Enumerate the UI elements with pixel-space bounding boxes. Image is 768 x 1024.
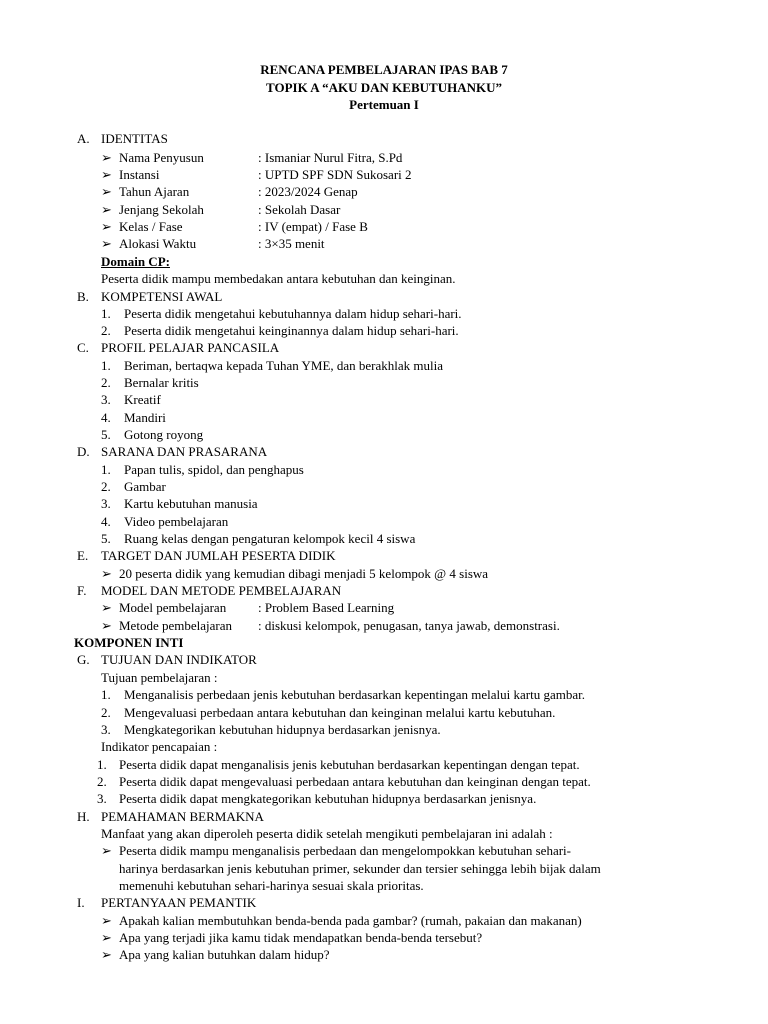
section-letter: E. [77,548,89,563]
arrow-bullet-icon: ➢ [101,930,112,945]
section-heading-model: MODEL DAN METODE PEMBELAJARAN [101,583,342,598]
identity-label: Jenjang Sekolah [119,202,204,217]
list-item: Peserta didik dapat mengevaluasi perbedaan antara kebutuhan dan keinginan dengan tepat. [119,774,591,789]
arrow-bullet-icon: ➢ [101,219,112,234]
list-item: Beriman, bertaqwa kepada Tuhan YME, dan berakhlak mulia [124,358,444,373]
list-number: 2. [97,774,107,789]
section-heading-sarana: SARANA DAN PRASARANA [101,444,268,459]
section-heading-target: TARGET DAN JUMLAH PESERTA DIDIK [101,548,336,563]
arrow-bullet-icon: ➢ [101,947,112,962]
list-item: Apa yang kalian butuhkan dalam hidup? [119,947,330,962]
list-item: Peserta didik dapat mengkategorikan kebutuhan hidupnya berdasarkan jenisnya. [119,791,537,806]
list-item: Bernalar kritis [124,375,199,390]
list-item: Apa yang terjadi jika kamu tidak mendapatkan benda-benda tersebut? [119,930,483,945]
list-number: 2. [101,705,111,720]
identity-label: Nama Penyusun [119,150,204,165]
list-number: 5. [101,531,111,546]
list-number: 1. [97,757,107,772]
identity-value: : 3×35 menit [258,236,325,251]
list-item: Kreatif [124,392,161,407]
paragraph-line: harinya berdasarkan jenis kebutuhan primer, sekunder dan tersier sehingga lebih bijak dalam [119,861,601,876]
identity-value: : IV (empat) / Fase B [258,219,368,234]
topic-title: TOPIK A “AKU DAN KEBUTUHANKU” [266,80,502,95]
identity-label: Alokasi Waktu [119,236,197,251]
model-label: Model pembelajaran [119,600,227,615]
identity-label: Instansi [119,167,160,182]
list-item: Ruang kelas dengan pengaturan kelompok kecil 4 siswa [124,531,416,546]
list-number: 4. [101,514,111,529]
section-letter: F. [77,583,87,598]
section-letter: I. [77,895,85,910]
list-item: Peserta didik mengetahui keinginannya dalam hidup sehari-hari. [124,323,459,338]
section-heading-tujuan: TUJUAN DAN INDIKATOR [101,652,257,667]
list-number: 5. [101,427,111,442]
list-number: 1. [101,358,111,373]
list-number: 2. [101,375,111,390]
list-item: Apakah kalian membutuhkan benda-benda pada gambar? (rumah, pakaian dan makanan) [119,913,582,928]
model-value: : Problem Based Learning [258,600,395,615]
list-number: 1. [101,462,111,477]
identity-value: : Sekolah Dasar [258,202,341,217]
arrow-bullet-icon: ➢ [101,150,112,165]
arrow-bullet-icon: ➢ [101,167,112,182]
arrow-bullet-icon: ➢ [101,618,112,633]
section-letter: A. [77,131,90,146]
section-letter: D. [77,444,90,459]
list-number: 1. [101,687,111,702]
list-item: Mengevaluasi perbedaan antara kebutuhan dan keinginan melalui kartu kebutuhan. [124,705,556,720]
list-item: Peserta didik dapat menganalisis jenis kebutuhan berdasarkan kepentingan dengan tepat. [119,757,580,772]
list-item: Video pembelajaran [124,514,229,529]
domain-cp-text: Peserta didik mampu membedakan antara kebutuhan dan keinginan. [101,271,456,286]
section-heading-profil: PROFIL PELAJAR PANCASILA [101,340,280,355]
list-number: 3. [97,791,107,806]
arrow-bullet-icon: ➢ [101,566,112,581]
arrow-bullet-icon: ➢ [101,184,112,199]
document-title: RENCANA PEMBELAJARAN IPAS BAB 7 [260,62,508,77]
arrow-bullet-icon: ➢ [101,843,112,858]
list-number: 1. [101,306,111,321]
section-heading-pertanyaan: PERTANYAAN PEMANTIK [101,895,257,910]
list-item: Mandiri [124,410,166,425]
meeting-title: Pertemuan I [349,97,419,112]
indikator-label: Indikator pencapaian : [101,739,218,754]
list-item: Menganalisis perbedaan jenis kebutuhan berdasarkan kepentingan melalui kartu gambar. [124,687,585,702]
arrow-bullet-icon: ➢ [101,236,112,251]
list-item: 20 peserta didik yang kemudian dibagi menjadi 5 kelompok @ 4 siswa [119,566,489,581]
method-value: : diskusi kelompok, penugasan, tanya jawab, demonstrasi. [258,618,560,633]
list-number: 4. [101,410,111,425]
identity-label: Kelas / Fase [119,219,183,234]
identity-value: : Ismaniar Nurul Fitra, S.Pd [258,150,403,165]
list-item: Gotong royong [124,427,204,442]
identity-label: Tahun Ajaran [119,184,190,199]
section-letter: H. [77,809,90,824]
list-item: Papan tulis, spidol, dan penghapus [124,462,304,477]
section-heading-pemahaman: PEMAHAMAN BERMAKNA [101,809,264,824]
section-letter: G. [77,652,90,667]
pemahaman-intro: Manfaat yang akan diperoleh peserta didik setelah mengikuti pembelajaran ini adalah : [101,826,553,841]
domain-cp-heading: Domain CP: [101,254,170,269]
section-letter: C. [77,340,89,355]
paragraph-line: memenuhi kebutuhan sehari-harinya sesuai skala prioritas. [119,878,424,893]
list-number: 2. [101,323,111,338]
arrow-bullet-icon: ➢ [101,913,112,928]
section-letter: B. [77,289,89,304]
list-item: Gambar [124,479,166,494]
list-number: 3. [101,722,111,737]
identity-value: : 2023/2024 Genap [258,184,358,199]
section-heading-kompetensi: KOMPETENSI AWAL [101,289,223,304]
tujuan-label: Tujuan pembelajaran : [101,670,218,685]
komponen-inti-heading: KOMPONEN INTI [74,635,184,650]
paragraph-line: Peserta didik mampu menganalisis perbedaan dan mengelompokkan kebutuhan sehari- [119,843,571,858]
list-item: Peserta didik mengetahui kebutuhannya dalam hidup sehari-hari. [124,306,462,321]
list-number: 3. [101,496,111,511]
arrow-bullet-icon: ➢ [101,202,112,217]
list-number: 2. [101,479,111,494]
list-item: Mengkategorikan kebutuhan hidupnya berdasarkan jenisnya. [124,722,441,737]
identity-value: : UPTD SPF SDN Sukosari 2 [258,167,412,182]
list-item: Kartu kebutuhan manusia [124,496,258,511]
method-label: Metode pembelajaran [119,618,232,633]
list-number: 3. [101,392,111,407]
section-heading-identitas: IDENTITAS [101,131,168,146]
arrow-bullet-icon: ➢ [101,600,112,615]
